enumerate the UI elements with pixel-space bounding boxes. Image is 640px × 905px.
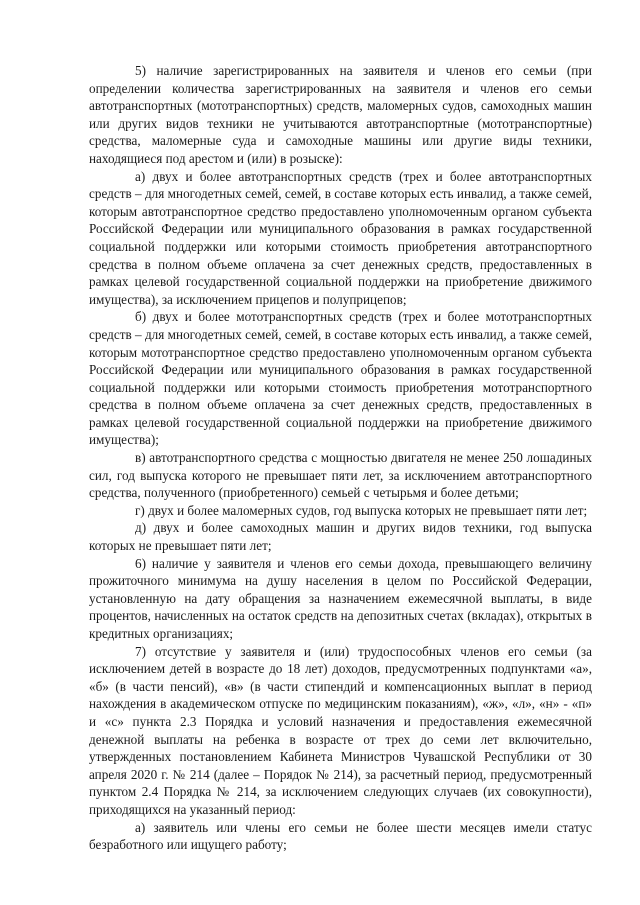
paragraph-subitem-d: д) двух и более самоходных машин и других видов техники, год выпуска которых не превышает пяти лет; [89, 520, 592, 554]
paragraph-item-7-subitem-a: а) заявитель или члены его семьи не более шести месяцев имели статус безработного или ищущего работу; [89, 819, 592, 853]
paragraph-item-5: 5) наличие зарегистрированных на заявителя и членов его семьи (при определении количества зарегистрированных на заявителя и членов его семьи автотранспортных (мототранспортных) средств, маломерных судов, самоходных машин или других видов техники не учитываются автотранспортные (мототранспортные) средства, маломерные суда и самоходные машины или другие виды техники, находящиеся под арестом и (или) в розыске): [89, 63, 592, 166]
paragraph-subitem-v: в) автотранспортного средства с мощностью двигателя не менее 250 лошадиных сил, год выпуска которого не превышает пяти лет, за исключением автотранспортного средства, полученного (приобретенного) семьей с четырьмя и более детьми; [89, 450, 592, 501]
document-page [89, 62, 592, 854]
paragraph-subitem-b: б) двух и более мототранспортных средств (трех и более мототранспортных средств – для многодетных семей, семей, в составе которых есть инвалид, а также семей, которым мототранспортное средство предоставлено уполномоченным органом субъекта Российской Федерации или муниципального образования в рамках государственной социальной поддержки или которыми стоимость приобретения мототранспортного средства в полном объеме оплачена за счет денежных средств, предоставленных в рамках целевой государственной социальной поддержки на приобретение движимого имущества); [89, 309, 592, 448]
paragraph-subitem-a: а) двух и более автотранспортных средств (трех и более автотранспортных средств – для многодетных семей, семей, в составе которых есть инвалид, а также семей, которым автотранспортное средство предоставлено уполномоченным органом субъекта Российской Федерации или муниципального образования в рамках государственной социальной поддержки или которыми стоимость приобретения автотранспортного средства в полном объеме оплачена за счет денежных средств, предоставленных в рамках целевой государственной социальной поддержки на приобретение движимого имущества), за исключением прицепов и полуприцепов; [89, 168, 592, 307]
paragraph-item-6: 6) наличие у заявителя и членов его семьи дохода, превышающего величину прожиточного минимума на душу населения в целом по Российской Федерации, установленную на дату обращения за назначением ежемесячной выплаты, в виде процентов, начисленных на остаток средств на депозитных счетах (вкладах), открытых в кредитных организациях; [89, 555, 592, 641]
paragraph-item-7: 7) отсутствие у заявителя и (или) трудоспособных членов его семьи (за исключением детей в возрасте до 18 лет) доходов, предусмотренных подпунктами «а», «б» (в части пенсий), «в» (в части стипендий и компенсационных выплат в период нахождения в академическом отпуске по медицинским показаниям), «ж», «л», «н» - «п» и «с» пункта 2.3 Порядка и условий назначения и предоставления ежемесячной денежной выплаты на ребенка в возрасте от трех до семи лет включительно, утвержденных постановлением Кабинета Министров Чувашской Республики от 30 апреля 2020 г. № 214 (далее – Порядок № 214), за расчетный период, предусмотренный пунктом 2.4 Порядка № 214, за исключением следующих случаев (их совокупности), приходящихся на указанный период: [89, 643, 592, 817]
paragraph-subitem-g: г) двух и более маломерных судов, год выпуска которых не превышает пяти лет; [135, 502, 588, 518]
